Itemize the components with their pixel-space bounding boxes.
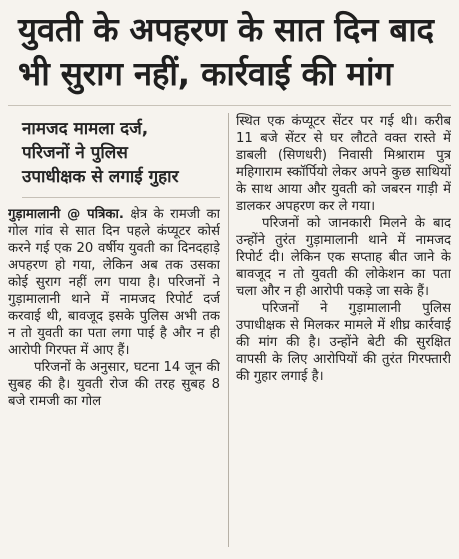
subheadline-line-1: नामजद मामला दर्ज, (22, 119, 149, 139)
right-column (236, 113, 451, 549)
left-paragraph-2: परिजनों के अनुसार, घटना 14 जून की सुबह की है। युवती रोज की तरह सुबह 8 बजे रामजी का गोल (8, 360, 220, 409)
headline-rule (8, 105, 451, 106)
right-paragraph-2: परिजनों को जानकारी मिलने के बाद उन्होंने तुरंत गुड़ामालानी थाने में नामजद रिपोर्ट दी। लेकिन एक सप्ताह बीत जाने के बावजूद न तो युवती की लोकेशन का पता चला और न ही आरोपी पकड़े जा सके हैं। (236, 216, 451, 299)
subheadline (22, 117, 220, 189)
subheadline-line-3: उपाधीक्षक से लगाई गुहार (22, 167, 179, 187)
column-divider (228, 113, 229, 547)
right-paragraph-1: स्थित एक कंप्यूटर सेंटर पर गई थी। करीब 11 बजे सेंटर से घर लौटते वक्त रास्ते में डाबली (सिणधरी) निवासी मिश्राराम पुत्र महिगाराम स्कॉर्पियो लेकर अपने कुछ साथियों के साथ आया और युवती को जबरन गाड़ी में डालकर अपहरण कर ले गया। (236, 114, 451, 214)
subheadline-rule (22, 197, 220, 198)
right-paragraph-3: परिजनों ने गुड़ामालानी पुलिस उपाधीक्षक से मिलकर मामले में शीघ्र कार्रवाई की मांग की है। उन्होंने बेटी की सुरक्षित वापसी के लिए आरोपियों की तुरंत गिरफ्तारी की गुहार लगाई है। (236, 301, 451, 384)
headline-line-2: भी सुराग नहीं, कार्रवाई की मांग (18, 54, 393, 93)
left-paragraph-1-text: क्षेत्र के रामजी का गोल गांव से सात दिन पहले कंप्यूटर कोर्स करने गई एक 20 वर्षीय युवती का दिनदहाड़े अपहरण हो गया, लेकिन अब तक उसका कोई सुराग नहीं लग पाया है। परिजनों ने गुड़ामालानी थाने में नामजद रिपोर्ट दर्ज करवाई थी, बावजूद इसके पुलिस अभी तक न तो युवती का पता लगा पाई है और न ही आरोपी गिरफ्त में आए हैं। (8, 207, 220, 358)
dateline: गुड़ामालानी @ पत्रिका. (8, 207, 124, 222)
headline (18, 8, 448, 96)
left-column (8, 113, 220, 549)
subheadline-line-2: परिजनों ने पुलिस (22, 143, 128, 163)
headline-line-1: युवती के अपहरण के सात दिन बाद (18, 10, 434, 49)
left-paragraph-1 (8, 206, 220, 359)
